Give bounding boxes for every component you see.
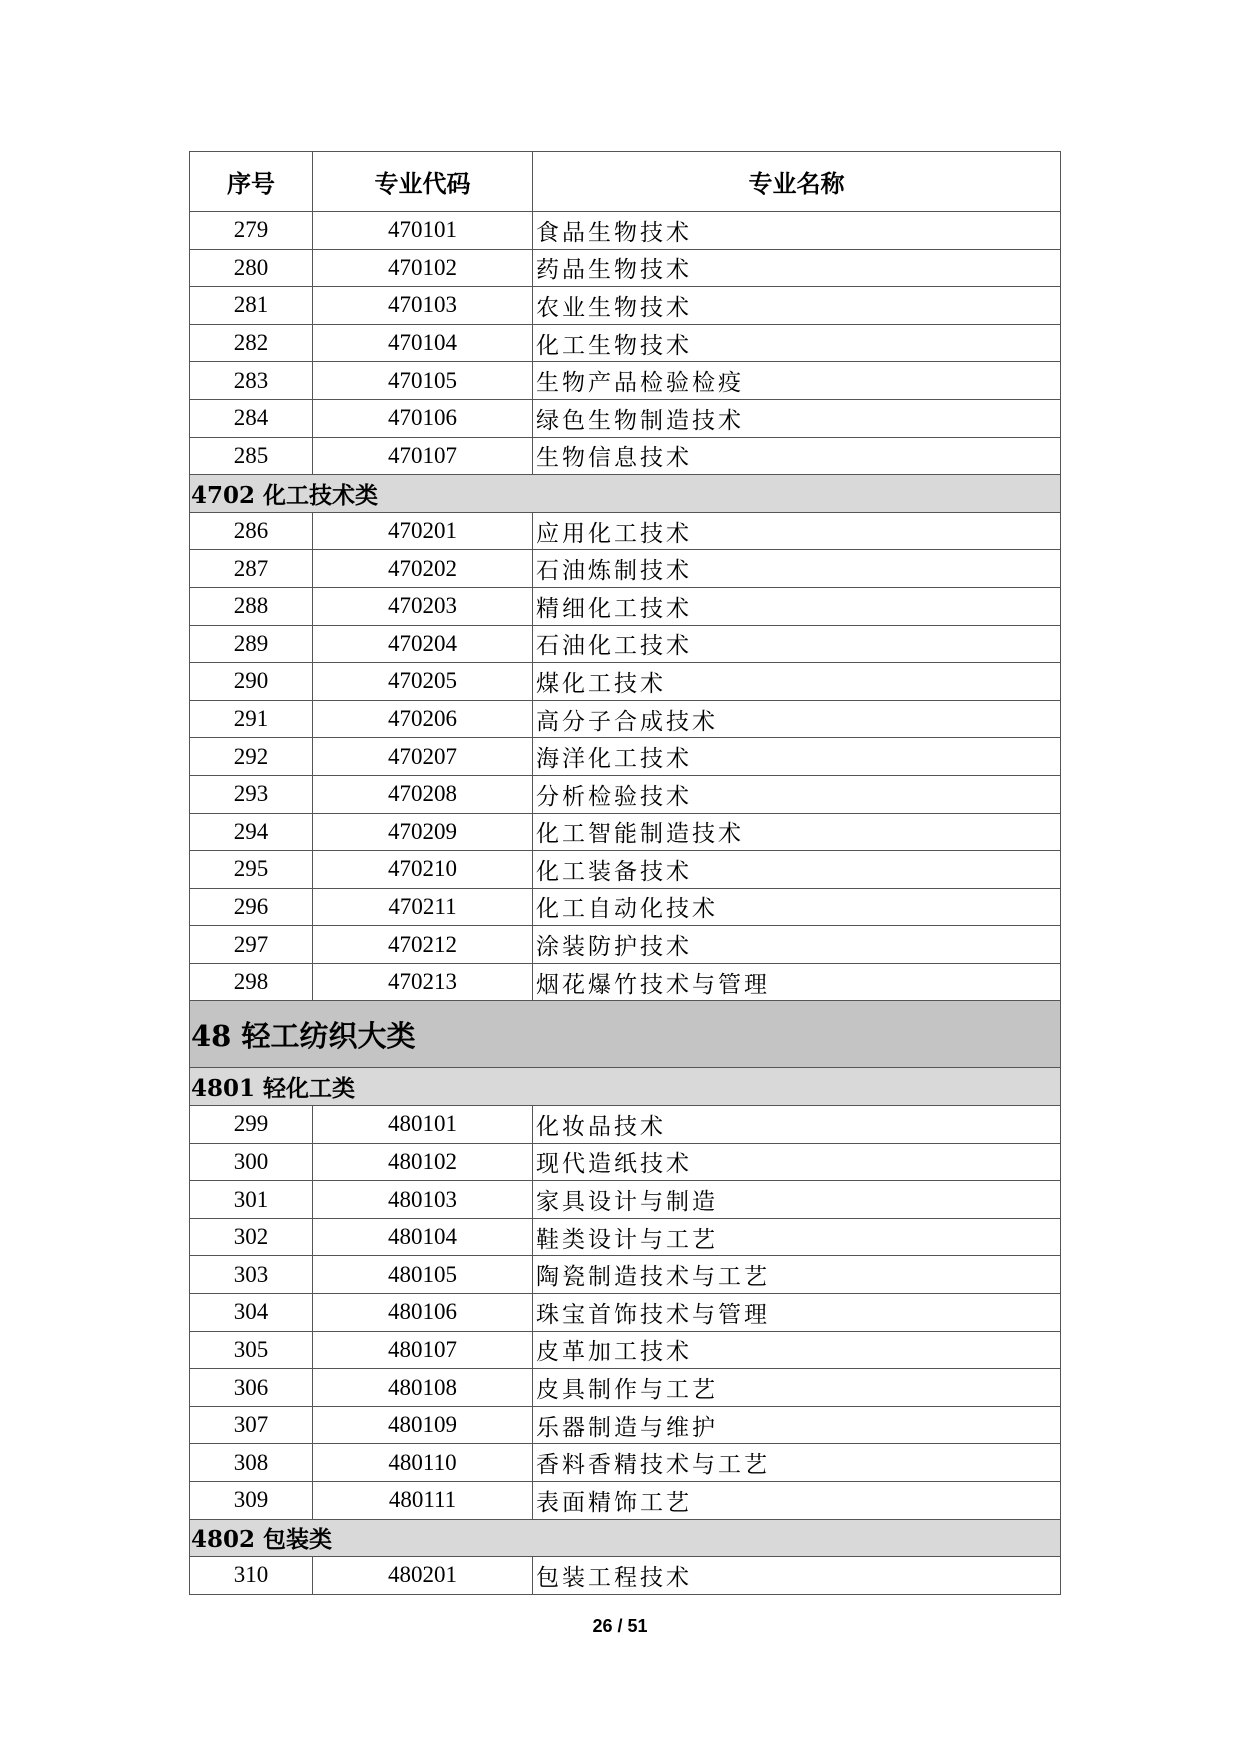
seq-cell: 291 [190,700,313,738]
category-row [190,475,1061,513]
name-cell: 石油化工技术 [533,625,1061,663]
name-cell: 药品生物技术 [533,249,1061,287]
seq-cell: 295 [190,851,313,889]
table-row [190,212,1061,250]
header-seq: 序号 [190,152,313,212]
code-cell: 480105 [313,1256,533,1294]
seq-cell: 305 [190,1331,313,1369]
code-cell: 480101 [313,1106,533,1144]
code-cell: 470204 [313,625,533,663]
seq-cell: 298 [190,963,313,1001]
seq-cell: 290 [190,663,313,701]
table-row [190,550,1061,588]
table-row [190,738,1061,776]
seq-cell: 294 [190,813,313,851]
seq-cell: 307 [190,1406,313,1444]
page-number: 26 / 51 [592,1616,648,1636]
table-row [190,437,1061,475]
name-cell: 陶瓷制造技术与工艺 [533,1256,1061,1294]
seq-cell: 292 [190,738,313,776]
major-category-title: 48 轻工纺织大类 [190,1001,1061,1068]
table-row [190,851,1061,889]
code-cell: 480201 [313,1557,533,1595]
code-cell: 470205 [313,663,533,701]
code-cell: 480111 [313,1482,533,1520]
code-cell: 480104 [313,1218,533,1256]
seq-cell: 304 [190,1294,313,1332]
table-row [190,1482,1061,1520]
seq-cell: 310 [190,1557,313,1595]
table-row [190,1181,1061,1219]
category-title: 4802 包装类 [190,1519,1061,1557]
name-cell: 香料香精技术与工艺 [533,1444,1061,1482]
code-cell: 470201 [313,512,533,550]
category-row [190,1519,1061,1557]
name-cell: 涂装防护技术 [533,926,1061,964]
code-cell: 470206 [313,700,533,738]
category-title: 4702 化工技术类 [190,475,1061,513]
category-title: 4801 轻化工类 [190,1068,1061,1106]
table-row [190,1143,1061,1181]
name-cell: 绿色生物制造技术 [533,399,1061,437]
table-row [190,1294,1061,1332]
name-cell: 化工自动化技术 [533,888,1061,926]
code-cell: 470103 [313,287,533,325]
name-cell: 农业生物技术 [533,287,1061,325]
seq-cell: 297 [190,926,313,964]
seq-cell: 296 [190,888,313,926]
table-row [190,1444,1061,1482]
code-cell: 470213 [313,963,533,1001]
major-category-row [190,1001,1061,1068]
seq-cell: 308 [190,1444,313,1482]
code-cell: 470107 [313,437,533,475]
name-cell: 分析检验技术 [533,775,1061,813]
majors-table [189,151,1061,1595]
seq-cell: 299 [190,1106,313,1144]
code-cell: 470106 [313,399,533,437]
header-code: 专业代码 [313,152,533,212]
seq-cell: 285 [190,437,313,475]
seq-cell: 300 [190,1143,313,1181]
seq-cell: 309 [190,1482,313,1520]
code-cell: 470101 [313,212,533,250]
code-cell: 470211 [313,888,533,926]
category-row [190,1068,1061,1106]
code-cell: 470208 [313,775,533,813]
code-cell: 470207 [313,738,533,776]
table-row [190,249,1061,287]
seq-cell: 284 [190,399,313,437]
name-cell: 珠宝首饰技术与管理 [533,1294,1061,1332]
code-cell: 470105 [313,362,533,400]
code-cell: 480109 [313,1406,533,1444]
table-row [190,512,1061,550]
name-cell: 高分子合成技术 [533,700,1061,738]
seq-cell: 280 [190,249,313,287]
table-row [190,399,1061,437]
seq-cell: 293 [190,775,313,813]
table-row [190,775,1061,813]
name-cell: 表面精饰工艺 [533,1482,1061,1520]
table-row [190,926,1061,964]
name-cell: 生物产品检验检疫 [533,362,1061,400]
name-cell: 烟花爆竹技术与管理 [533,963,1061,1001]
table-row [190,1406,1061,1444]
name-cell: 皮具制作与工艺 [533,1369,1061,1407]
table-row [190,362,1061,400]
name-cell: 化工装备技术 [533,851,1061,889]
name-cell: 鞋类设计与工艺 [533,1218,1061,1256]
seq-cell: 286 [190,512,313,550]
table-row [190,287,1061,325]
table-row [190,888,1061,926]
seq-cell: 301 [190,1181,313,1219]
seq-cell: 306 [190,1369,313,1407]
header-name: 专业名称 [533,152,1061,212]
name-cell: 应用化工技术 [533,512,1061,550]
code-cell: 470210 [313,851,533,889]
name-cell: 家具设计与制造 [533,1181,1061,1219]
code-cell: 480103 [313,1181,533,1219]
table-row [190,1106,1061,1144]
code-cell: 480107 [313,1331,533,1369]
seq-cell: 287 [190,550,313,588]
table-row [190,1218,1061,1256]
code-cell: 470102 [313,249,533,287]
table-row [190,963,1061,1001]
seq-cell: 288 [190,587,313,625]
name-cell: 现代造纸技术 [533,1143,1061,1181]
name-cell: 化工生物技术 [533,324,1061,362]
table-row [190,1331,1061,1369]
name-cell: 食品生物技术 [533,212,1061,250]
seq-cell: 283 [190,362,313,400]
table-row [190,813,1061,851]
table-row [190,663,1061,701]
code-cell: 470203 [313,587,533,625]
table-header-row [190,152,1061,212]
seq-cell: 282 [190,324,313,362]
name-cell: 精细化工技术 [533,587,1061,625]
table-row [190,1256,1061,1294]
table-row [190,587,1061,625]
table-row [190,1369,1061,1407]
name-cell: 化妆品技术 [533,1106,1061,1144]
name-cell: 生物信息技术 [533,437,1061,475]
code-cell: 480102 [313,1143,533,1181]
code-cell: 480110 [313,1444,533,1482]
code-cell: 480106 [313,1294,533,1332]
code-cell: 470104 [313,324,533,362]
seq-cell: 289 [190,625,313,663]
code-cell: 470212 [313,926,533,964]
table-row [190,625,1061,663]
table-body [190,212,1061,1595]
seq-cell: 279 [190,212,313,250]
table-row [190,700,1061,738]
name-cell: 化工智能制造技术 [533,813,1061,851]
name-cell: 煤化工技术 [533,663,1061,701]
code-cell: 470202 [313,550,533,588]
table-row [190,1557,1061,1595]
name-cell: 乐器制造与维护 [533,1406,1061,1444]
name-cell: 石油炼制技术 [533,550,1061,588]
seq-cell: 302 [190,1218,313,1256]
code-cell: 470209 [313,813,533,851]
name-cell: 海洋化工技术 [533,738,1061,776]
table-row [190,324,1061,362]
seq-cell: 303 [190,1256,313,1294]
seq-cell: 281 [190,287,313,325]
code-cell: 480108 [313,1369,533,1407]
name-cell: 皮革加工技术 [533,1331,1061,1369]
name-cell: 包装工程技术 [533,1557,1061,1595]
